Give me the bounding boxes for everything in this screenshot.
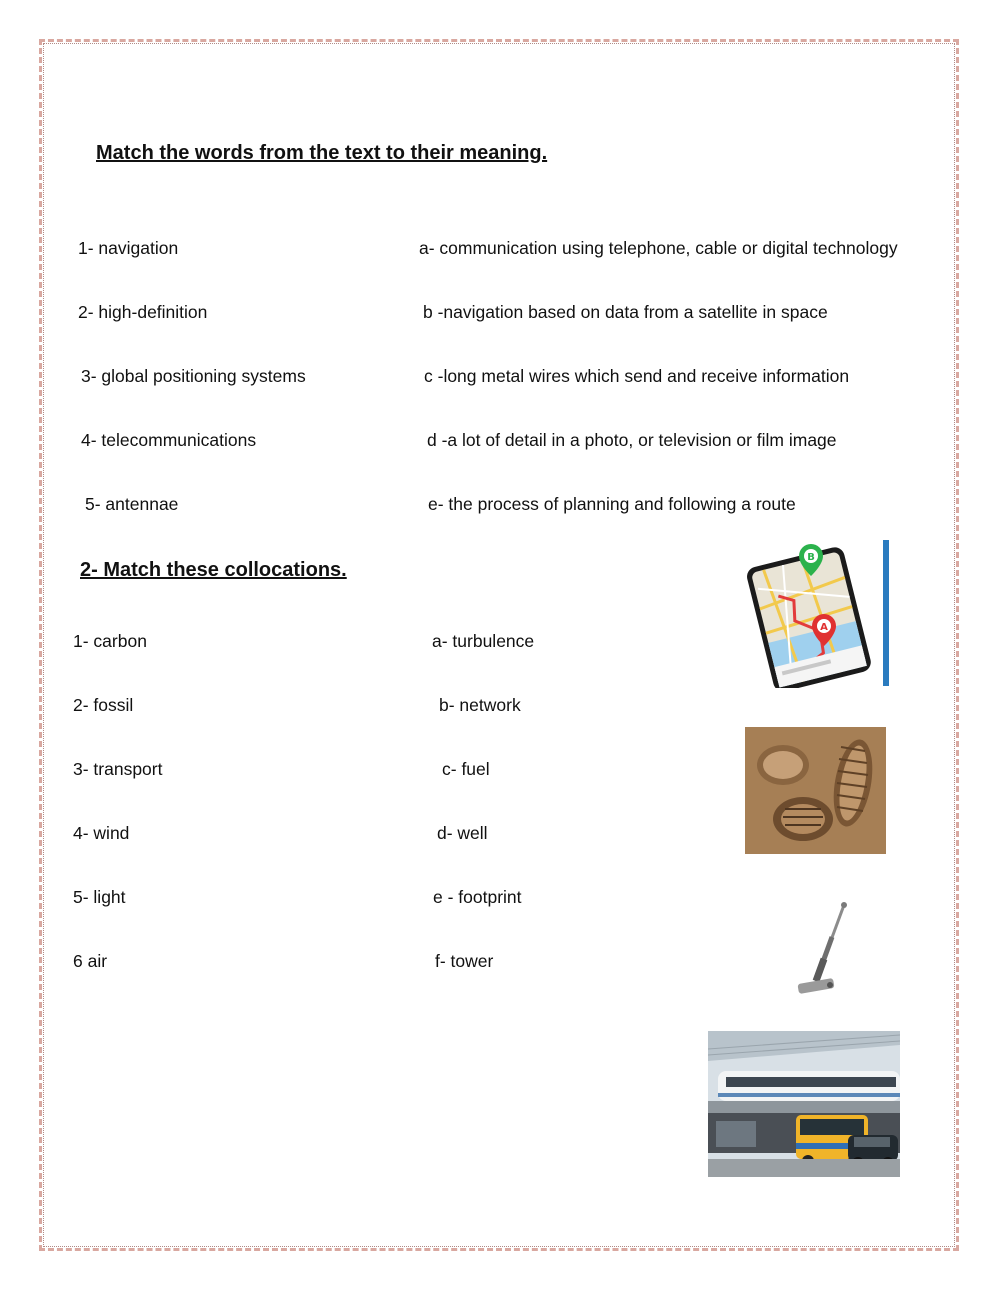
- phone-map-image: [736, 538, 896, 688]
- antenna-image: [788, 899, 858, 999]
- section2-ending-d: d- well: [437, 823, 488, 843]
- fossil-image: [745, 727, 886, 854]
- section2-ending-b: b- network: [439, 695, 521, 715]
- transport-image: [708, 1031, 900, 1177]
- section1-meaning-a: a- communication using telephone, cable or digital technology: [419, 238, 898, 258]
- section1-meaning-c: c -long metal wires which send and receive information: [424, 366, 850, 386]
- section2-ending-a: a- turbulence: [432, 631, 535, 651]
- section2-ending-e: e - footprint: [433, 887, 522, 907]
- section2-word-5: 5- light: [73, 887, 126, 907]
- section1-word-1: 1- navigation: [78, 238, 179, 258]
- section1-word-3: 3- global positioning systems: [81, 366, 306, 386]
- marker-b-label: B: [807, 552, 815, 563]
- section2-word-1: 1- carbon: [73, 631, 147, 651]
- section2-word-2: 2- fossil: [73, 695, 134, 715]
- section2-title: 2- Match these collocations.: [80, 559, 347, 581]
- section1-word-5: 5- antennae: [85, 494, 179, 514]
- section1-meaning-d: d -a lot of detail in a photo, or television or film image: [427, 430, 837, 450]
- section1-word-4: 4- telecommunications: [81, 430, 257, 450]
- section2-word-6: 6 air: [73, 951, 108, 971]
- section1-meaning-b: b -navigation based on data from a satellite in space: [423, 302, 828, 322]
- section1-title: Match the words from the text to their meaning.: [96, 142, 548, 164]
- section1-meaning-e: e- the process of planning and following a route: [428, 494, 796, 514]
- section2-ending-c: c- fuel: [442, 759, 490, 779]
- section2-word-4: 4- wind: [73, 823, 130, 843]
- marker-a-label: A: [820, 622, 828, 633]
- section2-ending-f: f- tower: [435, 951, 494, 971]
- section2-word-3: 3- transport: [73, 759, 163, 779]
- section1-word-2: 2- high-definition: [78, 302, 208, 322]
